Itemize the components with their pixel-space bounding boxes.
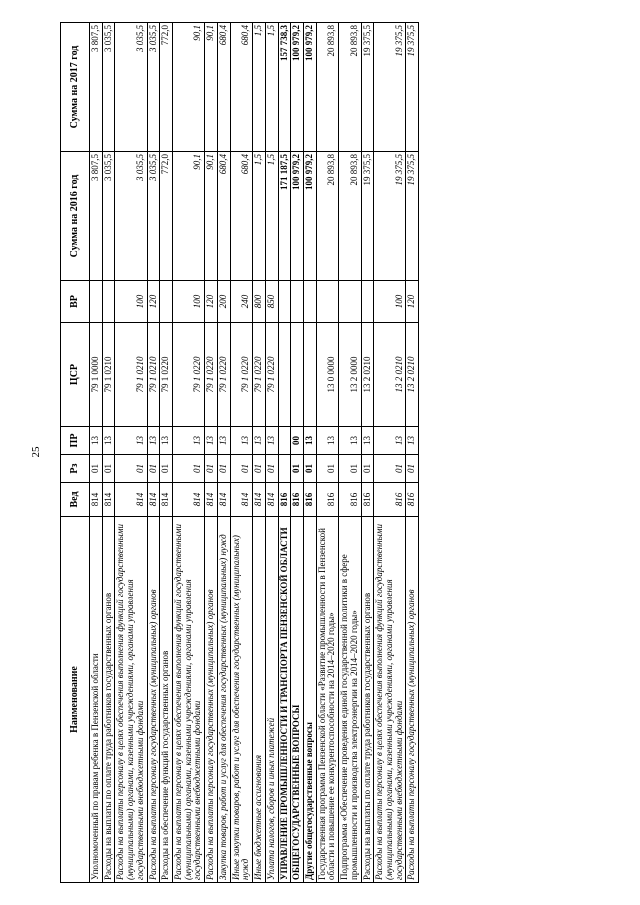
cell-sum-2016: 1,5 — [253, 151, 266, 280]
cell-csr: 13 2 0210 — [406, 322, 419, 426]
header-rz: Рз — [61, 454, 90, 482]
table-row — [205, 22, 218, 882]
cell-pr: 13 — [102, 426, 115, 454]
cell-vr — [361, 280, 374, 322]
cell-ved: 814 — [147, 482, 160, 516]
cell-csr: 79 1 0220 — [217, 322, 230, 426]
cell-vr: 100 — [374, 280, 406, 322]
cell-pr: 13 — [265, 426, 278, 454]
cell-rz: 01 — [115, 454, 147, 482]
cell-ved: 814 — [90, 482, 103, 516]
cell-rz: 01 — [90, 454, 103, 482]
cell-csr: 13 0 0000 — [316, 322, 338, 426]
cell-ved: 816 — [339, 482, 361, 516]
cell-pr: 13 — [90, 426, 103, 454]
cell-sum-2016: 3 035,5 — [115, 151, 147, 280]
cell-csr: 79 1 0210 — [102, 322, 115, 426]
cell-vr — [291, 280, 304, 322]
header-pr: ПР — [61, 426, 90, 454]
cell-ved: 814 — [115, 482, 147, 516]
cell-sum-2016: 19 375,5 — [374, 151, 406, 280]
cell-csr: 79 1 0220 — [160, 322, 173, 426]
table-row — [160, 22, 173, 882]
cell-name: Уплата налогов, сборов и иных платежей — [265, 516, 278, 882]
cell-ved: 814 — [205, 482, 218, 516]
cell-sum-2016: 772,0 — [160, 151, 173, 280]
cell-csr: 79 1 0220 — [173, 322, 205, 426]
cell-sum-2017: 1,5 — [253, 22, 266, 151]
cell-sum-2017: 19 375,5 — [406, 22, 419, 151]
table-row — [102, 22, 115, 882]
cell-name: Расходы на выплаты по оплате труда работников государственных органов — [102, 516, 115, 882]
cell-ved: 816 — [406, 482, 419, 516]
header-vr: ВР — [61, 280, 90, 322]
cell-name: Другие общегосударственные вопросы — [303, 516, 316, 882]
cell-sum-2016: 19 375,5 — [361, 151, 374, 280]
cell-name: Расходы на выплаты персоналу в целях обеспечения выполнения функций государственными (муниципальными) органами, казенными учреждениями, органами управления государственными внебюджетными фондами — [115, 516, 147, 882]
rotated-page-content — [60, 23, 580, 883]
cell-sum-2016: 90,1 — [173, 151, 205, 280]
cell-sum-2017: 100 979,2 — [303, 22, 316, 151]
cell-vr: 800 — [253, 280, 266, 322]
cell-pr — [278, 426, 291, 454]
cell-rz: 01 — [339, 454, 361, 482]
cell-csr: 79 1 0220 — [205, 322, 218, 426]
cell-vr — [102, 280, 115, 322]
cell-rz: 01 — [217, 454, 230, 482]
cell-name: ОБЩЕГОСУДАРСТВЕННЫЕ ВОПРОСЫ — [291, 516, 304, 882]
cell-ved: 816 — [291, 482, 304, 516]
cell-vr: 240 — [230, 280, 252, 322]
cell-vr — [339, 280, 361, 322]
cell-name: Расходы на выплаты персоналу государственных (муниципальных) органов — [147, 516, 160, 882]
table-row — [265, 22, 278, 882]
cell-ved: 814 — [265, 482, 278, 516]
cell-rz: 01 — [303, 454, 316, 482]
table-row — [374, 22, 406, 882]
cell-pr: 13 — [160, 426, 173, 454]
cell-pr: 13 — [253, 426, 266, 454]
cell-sum-2016: 3 035,5 — [102, 151, 115, 280]
cell-csr: 79 1 0000 — [90, 322, 103, 426]
cell-rz: 01 — [147, 454, 160, 482]
cell-sum-2016: 3 035,5 — [147, 151, 160, 280]
budget-table — [60, 22, 419, 883]
table-row — [278, 22, 291, 882]
cell-ved: 816 — [374, 482, 406, 516]
cell-vr — [303, 280, 316, 322]
cell-pr: 13 — [406, 426, 419, 454]
table-row — [173, 22, 205, 882]
cell-ved: 816 — [316, 482, 338, 516]
cell-csr: 79 1 0220 — [265, 322, 278, 426]
cell-sum-2017: 3 035,5 — [115, 22, 147, 151]
header-sum-2017: Сумма на 2017 год — [61, 22, 90, 151]
cell-sum-2017: 3 035,5 — [147, 22, 160, 151]
cell-ved: 814 — [217, 482, 230, 516]
cell-sum-2017: 3 035,5 — [102, 22, 115, 151]
header-ved: Вед — [61, 482, 90, 516]
cell-rz: 01 — [361, 454, 374, 482]
table-row — [90, 22, 103, 882]
cell-ved: 816 — [303, 482, 316, 516]
cell-pr: 13 — [339, 426, 361, 454]
page-number: 25 — [30, 446, 42, 458]
header-name: Наименование — [61, 516, 90, 882]
table-row — [230, 22, 252, 882]
cell-rz: 01 — [230, 454, 252, 482]
cell-sum-2017: 100 979,2 — [291, 22, 304, 151]
cell-rz: 01 — [173, 454, 205, 482]
cell-csr: 79 1 0220 — [230, 322, 252, 426]
table-row — [339, 22, 361, 882]
cell-rz: 01 — [265, 454, 278, 482]
cell-name: Расходы на обеспечение функций государственных органов — [160, 516, 173, 882]
cell-csr: 79 1 0220 — [253, 322, 266, 426]
table-row — [147, 22, 160, 882]
cell-sum-2017: 680,4 — [217, 22, 230, 151]
cell-pr: 13 — [205, 426, 218, 454]
cell-sum-2016: 100 979,2 — [303, 151, 316, 280]
cell-sum-2016: 20 893,8 — [316, 151, 338, 280]
cell-sum-2016: 680,4 — [230, 151, 252, 280]
cell-name: Иные закупки товаров, работ и услуг для обеспечения государственных (муниципальных) нужд — [230, 516, 252, 882]
cell-csr: 79 1 0210 — [115, 322, 147, 426]
cell-name: Расходы на выплаты персоналу в целях обеспечения выполнения функций государственными (муниципальными) органами, казенными учреждениями, органами управления государственными внебюджетными фондами — [374, 516, 406, 882]
cell-sum-2016: 90,1 — [205, 151, 218, 280]
cell-sum-2017: 19 375,5 — [374, 22, 406, 151]
cell-vr — [90, 280, 103, 322]
table-header-row — [61, 22, 90, 882]
table-row — [406, 22, 419, 882]
cell-pr: 13 — [303, 426, 316, 454]
cell-pr: 13 — [374, 426, 406, 454]
cell-vr: 100 — [173, 280, 205, 322]
cell-rz: 01 — [406, 454, 419, 482]
header-csr: ЦСР — [61, 322, 90, 426]
cell-csr: 13 2 0210 — [374, 322, 406, 426]
cell-sum-2017: 157 738,3 — [278, 22, 291, 151]
cell-pr: 13 — [147, 426, 160, 454]
cell-vr: 120 — [406, 280, 419, 322]
cell-sum-2017: 3 807,5 — [90, 22, 103, 151]
cell-name: Расходы на выплаты персоналу в целях обеспечения выполнения функций государственными (муниципальными) органами, казенными учреждениями, органами управления государственными внебюджетными фондами — [173, 516, 205, 882]
cell-sum-2017: 20 893,8 — [316, 22, 338, 151]
cell-ved: 814 — [173, 482, 205, 516]
cell-sum-2017: 20 893,8 — [339, 22, 361, 151]
cell-name: УПРАВЛЕНИЕ ПРОМЫШЛЕННОСТИ И ТРАНСПОРТА ПЕНЗЕНСКОЙ ОБЛАСТИ — [278, 516, 291, 882]
cell-ved: 814 — [253, 482, 266, 516]
cell-vr — [316, 280, 338, 322]
cell-vr — [278, 280, 291, 322]
cell-sum-2017: 1,5 — [265, 22, 278, 151]
table-row — [316, 22, 338, 882]
cell-vr: 200 — [217, 280, 230, 322]
table-row — [303, 22, 316, 882]
cell-csr: 79 1 0210 — [147, 322, 160, 426]
cell-vr: 120 — [147, 280, 160, 322]
cell-sum-2016: 20 893,8 — [339, 151, 361, 280]
cell-name: Расходы на выплаты персоналу государственных (муниципальных) органов — [205, 516, 218, 882]
table-row — [253, 22, 266, 882]
cell-csr: 13 2 0210 — [361, 322, 374, 426]
cell-ved: 814 — [160, 482, 173, 516]
cell-pr: 13 — [230, 426, 252, 454]
cell-vr: 100 — [115, 280, 147, 322]
cell-rz: 01 — [316, 454, 338, 482]
cell-ved: 814 — [230, 482, 252, 516]
cell-rz: 01 — [160, 454, 173, 482]
cell-name: Государственная программа Пензенской области «Развитие промышленности в Пензенской области и повышение ее конкурентоспособности на 2014–2020 годы» — [316, 516, 338, 882]
cell-sum-2016: 100 979,2 — [291, 151, 304, 280]
cell-sum-2017: 19 375,5 — [361, 22, 374, 151]
cell-pr: 13 — [115, 426, 147, 454]
cell-name: Подпрограмма «Обеспечение проведения единой государственной политики в сфере промышленности и производства электроэнергии на 2014–2020 годы» — [339, 516, 361, 882]
cell-csr — [278, 322, 291, 426]
header-sum-2016: Сумма на 2016 год — [61, 151, 90, 280]
cell-name: Расходы на выплаты по оплате труда работников государственных органов — [361, 516, 374, 882]
cell-name: Расходы на выплаты персоналу государственных (муниципальных) органов — [406, 516, 419, 882]
cell-csr — [303, 322, 316, 426]
table-row — [361, 22, 374, 882]
cell-sum-2016: 680,4 — [217, 151, 230, 280]
cell-pr: 13 — [173, 426, 205, 454]
cell-csr: 13 2 0000 — [339, 322, 361, 426]
cell-sum-2017: 90,1 — [205, 22, 218, 151]
table-row — [291, 22, 304, 882]
cell-sum-2016: 171 187,5 — [278, 151, 291, 280]
table-row — [115, 22, 147, 882]
cell-sum-2016: 3 807,5 — [90, 151, 103, 280]
cell-pr: 00 — [291, 426, 304, 454]
table-row — [217, 22, 230, 882]
cell-name: Уполномоченный по правам ребенка в Пензенской области — [90, 516, 103, 882]
cell-csr — [291, 322, 304, 426]
cell-rz — [278, 454, 291, 482]
cell-sum-2017: 772,0 — [160, 22, 173, 151]
cell-pr: 13 — [361, 426, 374, 454]
cell-rz: 01 — [374, 454, 406, 482]
cell-sum-2016: 19 375,5 — [406, 151, 419, 280]
cell-ved: 816 — [361, 482, 374, 516]
cell-ved: 814 — [102, 482, 115, 516]
cell-sum-2016: 1,5 — [265, 151, 278, 280]
cell-vr: 120 — [205, 280, 218, 322]
cell-rz: 01 — [102, 454, 115, 482]
cell-pr: 13 — [316, 426, 338, 454]
cell-rz: 01 — [291, 454, 304, 482]
cell-rz: 01 — [205, 454, 218, 482]
cell-ved: 816 — [278, 482, 291, 516]
cell-sum-2017: 680,4 — [230, 22, 252, 151]
table-body — [90, 22, 419, 882]
cell-pr: 13 — [217, 426, 230, 454]
cell-rz: 01 — [253, 454, 266, 482]
cell-sum-2017: 90,1 — [173, 22, 205, 151]
cell-vr — [160, 280, 173, 322]
cell-name: Иные бюджетные ассигнования — [253, 516, 266, 882]
cell-vr: 850 — [265, 280, 278, 322]
cell-name: Закупка товаров, работ и услуг для обеспечения государственных (муниципальных) нужд — [217, 516, 230, 882]
